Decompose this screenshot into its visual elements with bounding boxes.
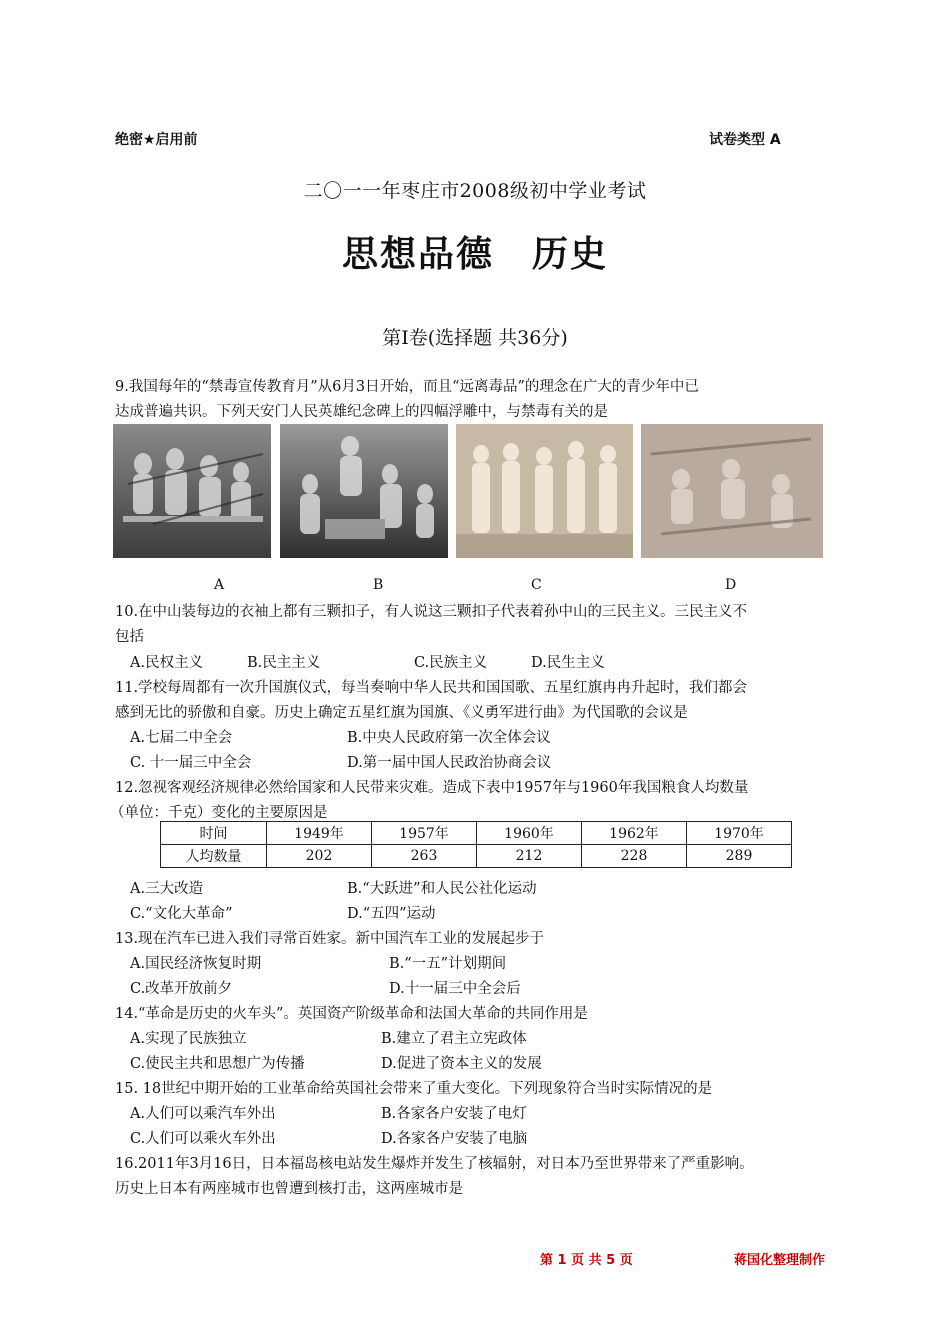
section-title: 第Ⅰ卷(选择题 共36分)	[382, 327, 568, 349]
q13-option-d: D.十一届三中全会后	[389, 981, 521, 997]
relief-image-b	[280, 424, 448, 558]
table-header-row	[161, 822, 792, 845]
table-cell: 289	[687, 845, 792, 868]
q10-option-b: B.民主主义	[247, 655, 321, 671]
q16-stem-line2: 历史上日本有两座城市也曾遭到核打击，这两座城市是	[115, 1181, 463, 1197]
q14-option-d: D.促进了资本主义的发展	[381, 1056, 542, 1072]
page-number: 第 1 页 共 5 页	[540, 1253, 633, 1268]
q12-option-b: B.“大跃进”和人民公社化运动	[347, 881, 537, 897]
paper-type-label: 试卷类型 A	[709, 132, 781, 148]
q14-option-c: C.使民主共和思想广为传播	[130, 1056, 305, 1072]
q15-option-a: A.人们可以乘汽车外出	[130, 1106, 276, 1122]
q11-option-d: D.第一届中国人民政治协商会议	[347, 755, 552, 771]
table-cell: 202	[267, 845, 372, 868]
q11-option-a: A.七届二中全会	[130, 730, 233, 746]
q10-option-c: C.民族主义	[414, 655, 488, 671]
relief-label-b: B	[373, 577, 384, 593]
table-cell: 263	[372, 845, 477, 868]
exam-title: 二〇一一年枣庄市2008级初中学业考试	[303, 180, 647, 202]
q13-option-a: A.国民经济恢复时期	[130, 956, 262, 972]
q15-option-d: D.各家各户安装了电脑	[381, 1131, 528, 1147]
credit-label: 蒋国化整理制作	[734, 1253, 826, 1268]
q13-stem-line1: 13.现在汽车已进入我们寻常百姓家。新中国汽车工业的发展起步于	[115, 931, 545, 947]
table-row	[161, 845, 792, 868]
relief-image-d	[641, 424, 823, 558]
table-cell: 人均数量	[161, 845, 267, 868]
table-cell: 1949年	[267, 822, 372, 845]
q13-option-c: C.改革开放前夕	[130, 981, 233, 997]
table-cell: 1960年	[477, 822, 582, 845]
q12-option-c: C.“文化大革命”	[130, 906, 233, 922]
q10-stem-line1: 10.在中山装每边的衣袖上都有三颗扣子，有人说这三颗扣子代表着孙中山的三民主义。三民主义不	[115, 604, 748, 620]
q10-option-d: D.民生主义	[531, 655, 605, 671]
q9-stem-line2: 达成普遍共识。下列天安门人民英雄纪念碑上的四幅浮雕中，与禁毒有关的是	[115, 404, 608, 420]
table-cell: 228	[582, 845, 687, 868]
q12-option-d: D.“五四”运动	[347, 906, 436, 922]
relief-image-c	[456, 424, 633, 558]
relief-label-d: D	[725, 577, 737, 593]
confidential-label: 绝密★启用前	[115, 132, 198, 148]
grain-table	[160, 821, 792, 868]
q15-option-b: B.各家各户安装了电灯	[381, 1106, 527, 1122]
q10-option-a: A.民权主义	[130, 655, 204, 671]
q9-stem-line1: 9.我国每年的“禁毒宣传教育月”从6月3日开始，而且“远离毒品”的理念在广大的青少年中已	[115, 379, 699, 395]
q10-stem-line2: 包括	[115, 629, 144, 645]
table-cell: 212	[477, 845, 582, 868]
q15-stem-line1: 15. 18世纪中期开始的工业革命给英国社会带来了重大变化。下列现象符合当时实际情况的是	[115, 1081, 713, 1097]
q11-option-c: C. 十一届三中全会	[130, 755, 252, 771]
q11-stem-line1: 11.学校每周都有一次升国旗仪式，每当奏响中华人民共和国国歌、五星红旗冉冉升起时，我们都会	[115, 680, 748, 696]
q12-option-a: A.三大改造	[130, 881, 204, 897]
relief-label-a: A	[214, 577, 225, 593]
table-cell: 时间	[161, 822, 267, 845]
q15-option-c: C.人们可以乘火车外出	[130, 1131, 276, 1147]
q13-option-b: B.“一五”计划期间	[389, 956, 507, 972]
q11-option-b: B.中央人民政府第一次全体会议	[347, 730, 551, 746]
q11-stem-line2: 感到无比的骄傲和自豪。历史上确定五星红旗为国旗、《义勇军进行曲》为代国歌的会议是	[115, 705, 688, 721]
table-cell: 1962年	[582, 822, 687, 845]
relief-label-c: C	[531, 577, 542, 593]
subject-title: 思想品德 历史	[341, 234, 608, 275]
table-cell: 1970年	[687, 822, 792, 845]
q12-stem-line2: （单位：千克）变化的主要原因是	[110, 805, 328, 821]
table-cell: 1957年	[372, 822, 477, 845]
q14-stem-line1: 14.“革命是历史的火车头”。英国资产阶级革命和法国大革命的共同作用是	[115, 1006, 588, 1022]
q16-stem-line1: 16.2011年3月16日，日本福岛核电站发生爆炸并发生了核辐射，对日本乃至世界带来了严重影响。	[115, 1156, 754, 1172]
relief-image-a	[113, 424, 271, 558]
q14-option-a: A.实现了民族独立	[130, 1031, 247, 1047]
q14-option-b: B.建立了君主立宪政体	[381, 1031, 527, 1047]
q12-stem-line1: 12.忽视客观经济规律必然给国家和人民带来灾难。造成下表中1957年与1960年我国粮食人均数量	[115, 780, 749, 796]
